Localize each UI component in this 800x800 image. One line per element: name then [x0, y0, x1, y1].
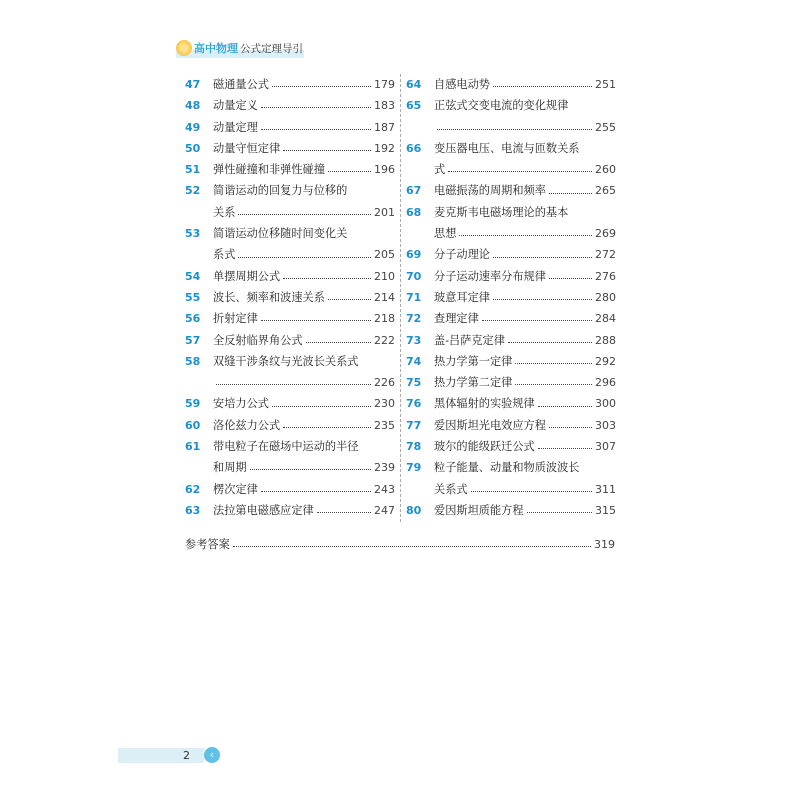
toc-entry-number: 80 — [406, 503, 422, 517]
toc-leader — [527, 512, 592, 513]
toc-entry-title: 波长、频率和波速关系 — [213, 290, 325, 304]
toc-entry-title: 动量定义 — [213, 99, 258, 113]
toc-entry-number: 69 — [406, 248, 422, 262]
toc-leader — [283, 427, 371, 428]
toc-entry-title: 简谐运动的回复力与位移的 — [213, 184, 348, 198]
toc-entry-title: 简谐运动位移随时间变化关 — [213, 227, 348, 241]
toc-entry-title: 热力学第一定律 — [434, 354, 513, 368]
toc-entry-title: 法拉第电磁感应定律 — [213, 503, 314, 517]
toc-entry[interactable] — [406, 223, 616, 244]
toc-entry[interactable] — [185, 393, 395, 414]
toc-entry-title: 楞次定律 — [213, 482, 258, 496]
toc-leader — [437, 129, 592, 130]
toc-entry-number: 73 — [406, 333, 422, 347]
toc-entry-page: 315 — [595, 503, 616, 517]
toc-entry-title: 折射定律 — [213, 312, 258, 326]
toc-leader — [238, 214, 371, 215]
toc-entry[interactable] — [406, 479, 616, 500]
toc-entry-page: 288 — [595, 333, 616, 347]
toc-leader — [238, 257, 371, 258]
toc-entry-page: 222 — [374, 333, 395, 347]
toc-entry[interactable] — [406, 330, 616, 351]
toc-entry[interactable] — [185, 159, 395, 180]
toc-entry-title: 分子运动速率分布规律 — [434, 269, 546, 283]
toc-entry-page: 292 — [595, 354, 616, 368]
toc-entry-number: 68 — [406, 205, 422, 219]
toc-leader — [515, 363, 592, 364]
toc-entry-title: 关系 — [213, 205, 236, 219]
toc-entry[interactable] — [185, 372, 395, 393]
toc-entry-title: 盖-吕萨克定律 — [434, 333, 505, 347]
toc-entry[interactable] — [185, 436, 395, 457]
page-number: 2 — [183, 749, 190, 762]
toc-entry-page: 319 — [594, 537, 615, 551]
toc-entry-page: 251 — [595, 78, 616, 91]
toc-entry[interactable] — [185, 479, 395, 500]
toc-entry-number: 65 — [406, 99, 422, 113]
toc-leader — [538, 406, 592, 407]
toc-entry-title: 和周期 — [213, 461, 247, 475]
toc-entry-page: 247 — [374, 503, 395, 517]
toc-entry-page: 214 — [374, 290, 395, 304]
toc-entry-number: 63 — [185, 503, 201, 517]
toc-entry-page: 260 — [595, 163, 616, 177]
toc-entry[interactable] — [185, 457, 395, 478]
toc-answers-entry[interactable] — [185, 534, 615, 554]
toc-entry[interactable] — [406, 244, 616, 265]
toc-leader — [283, 278, 371, 279]
toc-entry-page: 311 — [595, 482, 616, 496]
toc-entry-title: 正弦式交变电流的变化规律 — [434, 99, 569, 113]
toc-entry[interactable] — [185, 74, 395, 95]
toc-entry-page: 210 — [374, 269, 395, 283]
toc-entry-page: 269 — [595, 227, 616, 241]
toc-leader — [549, 278, 592, 279]
toc-entry-number: 53 — [185, 227, 201, 241]
toc-entry-page: 201 — [374, 205, 395, 219]
toc-entry-number: 59 — [185, 397, 201, 411]
toc-leader — [459, 235, 592, 236]
toc-entry[interactable] — [185, 287, 395, 308]
toc-entry[interactable] — [406, 287, 616, 308]
toc-leader — [328, 299, 371, 300]
toc-entry-page: 303 — [595, 418, 616, 432]
toc-left-column — [185, 74, 395, 521]
toc-entry-page: 187 — [374, 120, 395, 134]
toc-right-column — [406, 74, 616, 521]
chevron-left-icon[interactable]: ‹ — [204, 747, 220, 763]
toc-entry[interactable] — [406, 500, 616, 521]
toc-entry[interactable] — [406, 393, 616, 414]
toc-entry[interactable] — [185, 138, 395, 159]
toc-entry-number: 72 — [406, 312, 422, 326]
toc-entry-page: 284 — [595, 312, 616, 326]
toc-entry[interactable] — [406, 95, 616, 116]
toc-entry-title: 带电粒子在磁场中运动的半径 — [213, 440, 359, 454]
toc-entry-title: 玻尔的能级跃迁公式 — [434, 440, 535, 454]
toc-entry[interactable] — [185, 244, 395, 265]
toc-leader — [482, 320, 592, 321]
toc-entry[interactable] — [185, 266, 395, 287]
toc-entry[interactable] — [406, 74, 616, 95]
toc-entry[interactable] — [185, 308, 395, 329]
toc-leader — [283, 150, 371, 151]
toc-entry[interactable] — [185, 330, 395, 351]
toc-entry-page: 307 — [595, 440, 616, 454]
toc-entry-number: 60 — [185, 418, 201, 432]
toc-leader — [493, 86, 592, 87]
toc-entry-title: 动量定理 — [213, 120, 258, 134]
toc-entry[interactable] — [185, 180, 395, 201]
toc-leader — [448, 171, 592, 172]
toc-entry[interactable] — [406, 308, 616, 329]
toc-leader — [493, 299, 592, 300]
toc-entry[interactable] — [185, 500, 395, 521]
toc-leader — [328, 171, 371, 172]
toc-entry-page: 255 — [595, 120, 616, 134]
toc-entry-page: 196 — [374, 163, 395, 177]
toc-entry-page: 192 — [374, 141, 395, 155]
toc-entry-number: 76 — [406, 397, 422, 411]
toc-entry-page: 280 — [595, 290, 616, 304]
toc-entry-number: 61 — [185, 440, 201, 454]
toc-entry-page: 265 — [595, 184, 616, 198]
toc-leader — [508, 342, 592, 343]
toc-entry[interactable] — [406, 159, 616, 180]
toc-entry-page: 276 — [595, 269, 616, 283]
toc-leader — [493, 257, 592, 258]
toc-entry-number: 50 — [185, 141, 201, 155]
toc-entry[interactable] — [406, 117, 616, 138]
toc-entry-number: 66 — [406, 141, 422, 155]
toc-entry-title: 分子动理论 — [434, 248, 490, 262]
toc-entry[interactable] — [406, 372, 616, 393]
toc-entry-title: 查理定律 — [434, 312, 479, 326]
toc-entry-number: 77 — [406, 418, 422, 432]
toc-entry-page: 218 — [374, 312, 395, 326]
toc-entry-page: 296 — [595, 376, 616, 390]
toc-leader — [317, 512, 371, 513]
toc-entry-title: 爱因斯坦质能方程 — [434, 503, 524, 517]
toc-entry-title: 爱因斯坦光电效应方程 — [434, 418, 546, 432]
toc-entry-title: 麦克斯韦电磁场理论的基本 — [434, 205, 569, 219]
toc-entry-page: 272 — [595, 248, 616, 262]
toc-leader — [261, 491, 371, 492]
toc-leader — [272, 86, 371, 87]
toc-entry[interactable] — [406, 180, 616, 201]
toc-entry-title: 黑体辐射的实验规律 — [434, 397, 535, 411]
toc-entry-number: 52 — [185, 184, 201, 198]
toc-entry-page: 230 — [374, 397, 395, 411]
toc-entry-title: 洛伦兹力公式 — [213, 418, 281, 432]
toc-entry-title: 关系式 — [434, 482, 468, 496]
toc-leader — [515, 384, 592, 385]
toc-leader — [538, 448, 592, 449]
toc-entry[interactable] — [406, 457, 616, 478]
toc-entry-number: 56 — [185, 312, 201, 326]
toc-entry-number: 74 — [406, 354, 422, 368]
toc-entry-title: 系式 — [213, 248, 236, 262]
footer-band — [118, 748, 204, 763]
toc-entry-title: 热力学第二定律 — [434, 376, 513, 390]
column-divider — [400, 74, 401, 522]
toc-leader — [306, 342, 371, 343]
toc-entry-title: 式 — [434, 163, 446, 177]
toc-entry-number: 78 — [406, 440, 422, 454]
toc-entry-number: 57 — [185, 333, 201, 347]
toc-entry-page: 300 — [595, 397, 616, 411]
toc-entry[interactable] — [406, 351, 616, 372]
toc-entry-title: 磁通量公式 — [213, 78, 269, 91]
toc-entry-page: 205 — [374, 248, 395, 262]
toc-leader — [216, 384, 371, 385]
toc-entry-title: 双缝干涉条纹与光波长关系式 — [213, 354, 359, 368]
toc-entry-title: 弹性碰撞和非弹性碰撞 — [213, 163, 325, 177]
toc-leader — [549, 193, 592, 194]
toc-entry-title: 电磁振荡的周期和频率 — [434, 184, 546, 198]
toc-entry[interactable] — [406, 138, 616, 159]
toc-entry-page: 183 — [374, 99, 395, 113]
toc-entry-number: 51 — [185, 163, 201, 177]
toc-entry-number: 48 — [185, 99, 201, 113]
header-title: 公式定理导引 — [240, 42, 303, 55]
toc-entry-title: 粒子能量、动量和物质波波长 — [434, 461, 580, 475]
toc-leader — [549, 427, 592, 428]
toc-entry[interactable] — [185, 351, 395, 372]
toc-leader — [233, 546, 591, 547]
toc-entry-number: 64 — [406, 78, 422, 91]
toc-entry-title: 思想 — [434, 227, 457, 241]
toc-entry-number: 62 — [185, 482, 201, 496]
toc-entry-page: 226 — [374, 376, 395, 390]
toc-leader — [272, 406, 371, 407]
toc-entry-number: 75 — [406, 376, 422, 390]
toc-entry-number: 47 — [185, 78, 201, 91]
toc-entry-number: 71 — [406, 290, 422, 304]
toc-entry-number: 79 — [406, 461, 422, 475]
toc-entry[interactable] — [185, 117, 395, 138]
toc-entry[interactable] — [406, 266, 616, 287]
toc-entry[interactable] — [406, 436, 616, 457]
toc-entry-number: 58 — [185, 354, 201, 368]
toc-leader — [261, 320, 371, 321]
toc-entry[interactable] — [406, 415, 616, 436]
toc-leader — [471, 491, 592, 492]
toc-entry-page: 235 — [374, 418, 395, 432]
toc-entry-title: 安培力公式 — [213, 397, 269, 411]
toc-entry[interactable] — [185, 415, 395, 436]
toc-entry-title: 自感电动势 — [434, 78, 490, 91]
toc-entry[interactable] — [185, 223, 395, 244]
sun-icon — [176, 40, 192, 56]
toc-entry[interactable] — [185, 202, 395, 223]
running-header — [176, 40, 303, 56]
toc-entry-number: 54 — [185, 269, 201, 283]
toc-entry[interactable] — [185, 95, 395, 116]
toc-entry-title: 单摆周期公式 — [213, 269, 281, 283]
toc-leader — [261, 107, 371, 108]
toc-leader — [261, 129, 371, 130]
toc-entry-page: 179 — [374, 78, 395, 91]
toc-entry-number: 55 — [185, 290, 201, 304]
toc-entry-number: 49 — [185, 120, 201, 134]
header-subtitle: 高中物理 — [194, 42, 238, 55]
toc-entry-title: 全反射临界角公式 — [213, 333, 303, 347]
toc-entry-page: 243 — [374, 482, 395, 496]
toc-entry-page: 239 — [374, 461, 395, 475]
toc-entry-number: 67 — [406, 184, 422, 198]
toc-entry-title: 玻意耳定律 — [434, 290, 490, 304]
toc-entry-title: 参考答案 — [185, 538, 230, 551]
toc-entry-number: 70 — [406, 269, 422, 283]
toc-leader — [250, 469, 371, 470]
toc-entry-title: 变压器电压、电流与匝数关系 — [434, 141, 580, 155]
toc-entry[interactable] — [406, 202, 616, 223]
toc-entry-title: 动量守恒定律 — [213, 141, 281, 155]
